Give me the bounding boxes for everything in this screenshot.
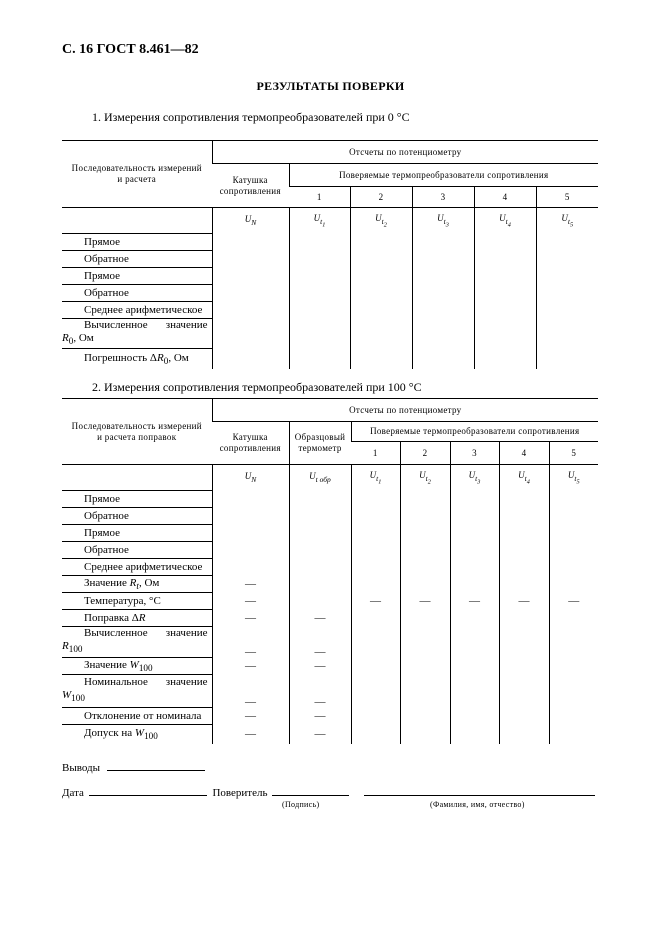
section1-caption: 1. Измерения сопротивления термопреобразователей при 0 °С xyxy=(92,110,410,124)
row-label-computed-r0: Вычисленное значение $R_0$, Ом xyxy=(62,319,212,349)
row-label: Прямое xyxy=(62,234,212,251)
dash-cell: — xyxy=(212,708,289,725)
row-label: Обратное xyxy=(62,542,212,559)
symbol-t2: $U_{t_2}$ xyxy=(350,208,412,234)
row-label-computed-r100: Вычисленное значение $R_{100}$ xyxy=(62,627,212,658)
table-measurements-0c xyxy=(62,140,598,369)
conclusions-line xyxy=(62,762,205,774)
dash-cell: — xyxy=(212,725,289,744)
col-sequence-header: Последовательность измерений и расчета xyxy=(62,141,212,208)
symbol-t4: $U_{t_4}$ xyxy=(474,208,536,234)
dash-cell: — xyxy=(289,658,351,675)
col-number-4: 4 xyxy=(499,442,549,465)
page-header: С. 16 ГОСТ 8.461—82 xyxy=(62,42,199,57)
dash-cell: — xyxy=(212,593,289,610)
symbol-coil: $U_N$ xyxy=(212,208,289,234)
col-number-4: 4 xyxy=(474,187,536,208)
dash-cell: — xyxy=(212,658,289,675)
section2-caption: 2. Измерения сопротивления термопреобразователей при 100 °С xyxy=(92,380,422,394)
row-label: Прямое xyxy=(62,268,212,285)
symbol-t1: $U_{t_1}$ xyxy=(351,465,400,491)
row-label: Прямое xyxy=(62,491,212,508)
dash-cell: — xyxy=(212,627,289,658)
conclusions-blank xyxy=(107,769,205,771)
dash-cell: — xyxy=(549,593,598,610)
dash-cell: — xyxy=(351,593,400,610)
dash-cell: — xyxy=(499,593,549,610)
dash-cell: — xyxy=(289,627,351,658)
table-measurements-100c xyxy=(62,398,598,744)
col-readings-header: Отсчеты по потенциометру xyxy=(212,141,598,164)
symbol-t4: $U_{t_4}$ xyxy=(499,465,549,491)
symbol-t1: $U_{t_1}$ xyxy=(289,208,350,234)
signature-blank xyxy=(272,794,349,796)
row-label-correction: Поправка ΔR xyxy=(62,610,212,627)
page-title: РЕЗУЛЬТАТЫ ПОВЕРКИ xyxy=(256,79,405,93)
dash-cell: — xyxy=(400,593,450,610)
col-number-2: 2 xyxy=(400,442,450,465)
date-line xyxy=(62,787,595,799)
row-label: Среднее арифметическое xyxy=(62,302,212,319)
dash-cell: — xyxy=(289,610,351,627)
col-number-1: 1 xyxy=(351,442,400,465)
col-ref-header: Образцовый термометр xyxy=(289,422,351,465)
row-label: Отклонение от номинала xyxy=(62,708,212,725)
symbol-coil: $U_N$ xyxy=(212,465,289,491)
col-number-3: 3 xyxy=(412,187,474,208)
col-coil-header: Катушка сопротивления xyxy=(212,164,289,208)
row-label: Среднее арифметическое xyxy=(62,559,212,576)
col-readings-header: Отсчеты по потенциометру xyxy=(212,399,598,422)
dash-cell: — xyxy=(212,675,289,708)
signature-caption: (Подпись) xyxy=(282,800,320,809)
col-coil-header: Катушка сопротивления xyxy=(212,422,289,465)
dash-cell: — xyxy=(289,725,351,744)
col-number-5: 5 xyxy=(536,187,598,208)
symbol-row-blank xyxy=(62,465,212,491)
row-label: Прямое xyxy=(62,525,212,542)
dash-cell: — xyxy=(212,610,289,627)
col-number-3: 3 xyxy=(450,442,499,465)
col-number-5: 5 xyxy=(549,442,598,465)
row-label-tolerance-w100: Допуск на $W_{100}$ xyxy=(62,725,212,744)
dash-cell: — xyxy=(289,708,351,725)
symbol-t5: $U_{t_5}$ xyxy=(549,465,598,491)
symbol-row-blank xyxy=(62,208,212,234)
symbol-ref: $U_{t обр}$ xyxy=(289,465,351,491)
row-label: Обратное xyxy=(62,508,212,525)
dash-cell: — xyxy=(289,675,351,708)
date-blank xyxy=(89,794,207,796)
col-tested-header: Поверяемые термопреобразователи сопротивления xyxy=(289,164,598,187)
conclusions-label: Выводы xyxy=(62,762,101,774)
row-label-nominal-w100: Номинальное значение $W_{100}$ xyxy=(62,675,212,708)
symbol-t2: $U_{t_2}$ xyxy=(400,465,450,491)
symbol-t5: $U_{t_5}$ xyxy=(536,208,598,234)
dash-cell: — xyxy=(450,593,499,610)
col-tested-header: Поверяемые термопреобразователи сопротивления xyxy=(351,422,598,442)
col-sequence-header: Последовательность измерений и расчета поправок xyxy=(62,399,212,465)
symbol-t3: $U_{t_3}$ xyxy=(412,208,474,234)
col-number-2: 2 xyxy=(350,187,412,208)
symbol-t3: $U_{t_3}$ xyxy=(450,465,499,491)
row-label: Температура, °С xyxy=(62,593,212,610)
row-label: Обратное xyxy=(62,251,212,268)
name-blank xyxy=(364,794,595,796)
row-label-value-rt: Значение $R_t$, Ом xyxy=(62,576,212,593)
date-label: Дата xyxy=(62,787,84,799)
col-number-1: 1 xyxy=(289,187,350,208)
row-label-value-w100: Значение $W_{100}$ xyxy=(62,658,212,675)
dash-cell: — xyxy=(212,576,289,593)
row-label-error-r0: Погрешность $\Delta R_0$, Ом xyxy=(62,349,212,369)
name-caption: (Фамилия, имя, отчество) xyxy=(430,800,525,809)
row-label: Обратное xyxy=(62,285,212,302)
verifier-label: Поверитель xyxy=(212,787,268,799)
